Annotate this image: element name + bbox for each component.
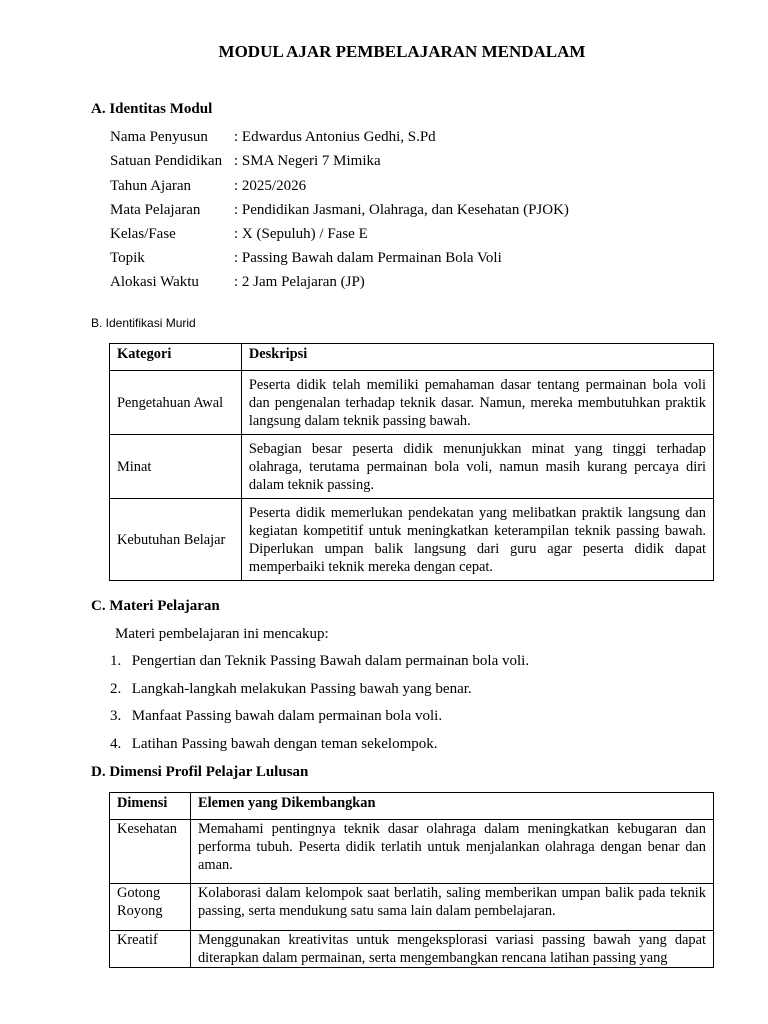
description-cell: Peserta didik memerlukan pendekatan yang melibatkan praktik langsung dan kegiatan kompetitif untuk meningkatkan keterampilan teknik passing bawah. Diperlukan umpan balik langsung dari guru agar peserta didik dapat memperbaiki teknik mereka dengan cepat. [241,499,713,581]
dimension-cell: Kesehatan [110,820,191,884]
table-row [110,820,714,884]
identity-value: : 2 Jam Pelajaran (JP) [234,274,365,290]
element-cell: Kolaborasi dalam kelompok saat berlatih, saling memberikan umpan balik pada teknik passing, serta mendukung satu sama lain dalam pembelajaran. [190,884,713,931]
page-title: MODUL AJAR PEMBELAJARAN MENDALAM [218,42,586,61]
identity-label: Topik [110,250,145,266]
list-text: Latihan Passing bawah dengan teman sekelompok. [131,736,438,752]
list-item [110,681,472,698]
table-row [110,499,714,581]
dimension-cell: Kreatif [110,931,191,968]
list-text: Langkah-langkah melakukan Passing bawah yang benar. [131,681,472,697]
dimension-cell: Gotong Royong [110,884,191,931]
section-c-heading: C. Materi Pelajaran [91,598,220,614]
student-identification-table [109,343,714,581]
description-cell: Sebagian besar peserta didik menunjukkan minat yang tinggi terhadap olahraga, terutama permainan bola voli, namun masih kurang percaya diri dalam teknik passing. [241,435,713,499]
materials-intro: Materi pembelajaran ini mencakup: [115,626,329,642]
list-item [110,653,529,670]
table-header-row [110,344,714,371]
identity-label: Tahun Ajaran [110,178,192,194]
table-header-cell: Dimensi [110,793,191,820]
list-item [110,708,442,725]
identity-label: Satuan Pendidikan [110,153,223,169]
list-text: Pengertian dan Teknik Passing Bawah dalam permainan bola voli. [131,653,530,669]
list-number: 3. [110,708,122,724]
list-item [110,736,438,753]
element-cell: Menggunakan kreativitas untuk mengeksplorasi variasi passing bawah yang dapat diterapkan dalam permainan, serta mengembangkan rencana latihan passing yang [190,931,713,968]
category-cell: Pengetahuan Awal [110,371,242,435]
description-cell: Peserta didik telah memiliki pemahaman dasar tentang permainan bola voli dan pengenalan terhadap teknik dasar. Namun, mereka membutuhkan praktik langsung dalam teknik passing bawah. [241,371,713,435]
category-cell: Minat [110,435,242,499]
table-header-cell: Deskripsi [241,344,713,371]
section-d-heading: D. Dimensi Profil Pelajar Lulusan [91,764,309,780]
identity-value: : 2025/2026 [234,178,307,194]
section-b-heading: B. Identifikasi Murid [91,316,196,330]
identity-value: : Pendidikan Jasmani, Olahraga, dan Kesehatan (PJOK) [234,202,569,218]
identity-label: Alokasi Waktu [110,274,199,290]
category-cell: Kebutuhan Belajar [110,499,242,581]
table-header-cell: Elemen yang Dikembangkan [190,793,713,820]
identity-value: : SMA Negeri 7 Mimika [234,153,381,169]
element-cell: Memahami pentingnya teknik dasar olahraga dalam meningkatkan kebugaran dan performa tubuh. Peserta didik terlatih untuk menjalankan olahraga dengan benar dan aman. [190,820,713,884]
table-header-row [110,793,714,820]
table-header-cell: Kategori [110,344,242,371]
table-row [110,931,714,968]
profile-dimension-table [109,792,714,968]
list-number: 2. [110,681,122,697]
identity-value: : Edwardus Antonius Gedhi, S.Pd [234,129,436,145]
identity-label: Nama Penyusun [110,129,208,145]
table-row [110,435,714,499]
identity-label: Mata Pelajaran [110,202,201,218]
identity-value: : X (Sepuluh) / Fase E [234,226,368,242]
identity-value: : Passing Bawah dalam Permainan Bola Voli [234,250,502,266]
table-row [110,371,714,435]
table-row [110,884,714,931]
list-number: 1. [110,653,122,669]
section-a-heading: A. Identitas Modul [91,101,213,117]
identity-label: Kelas/Fase [110,226,176,242]
list-text: Manfaat Passing bawah dalam permainan bola voli. [131,708,443,724]
list-number: 4. [110,736,122,752]
